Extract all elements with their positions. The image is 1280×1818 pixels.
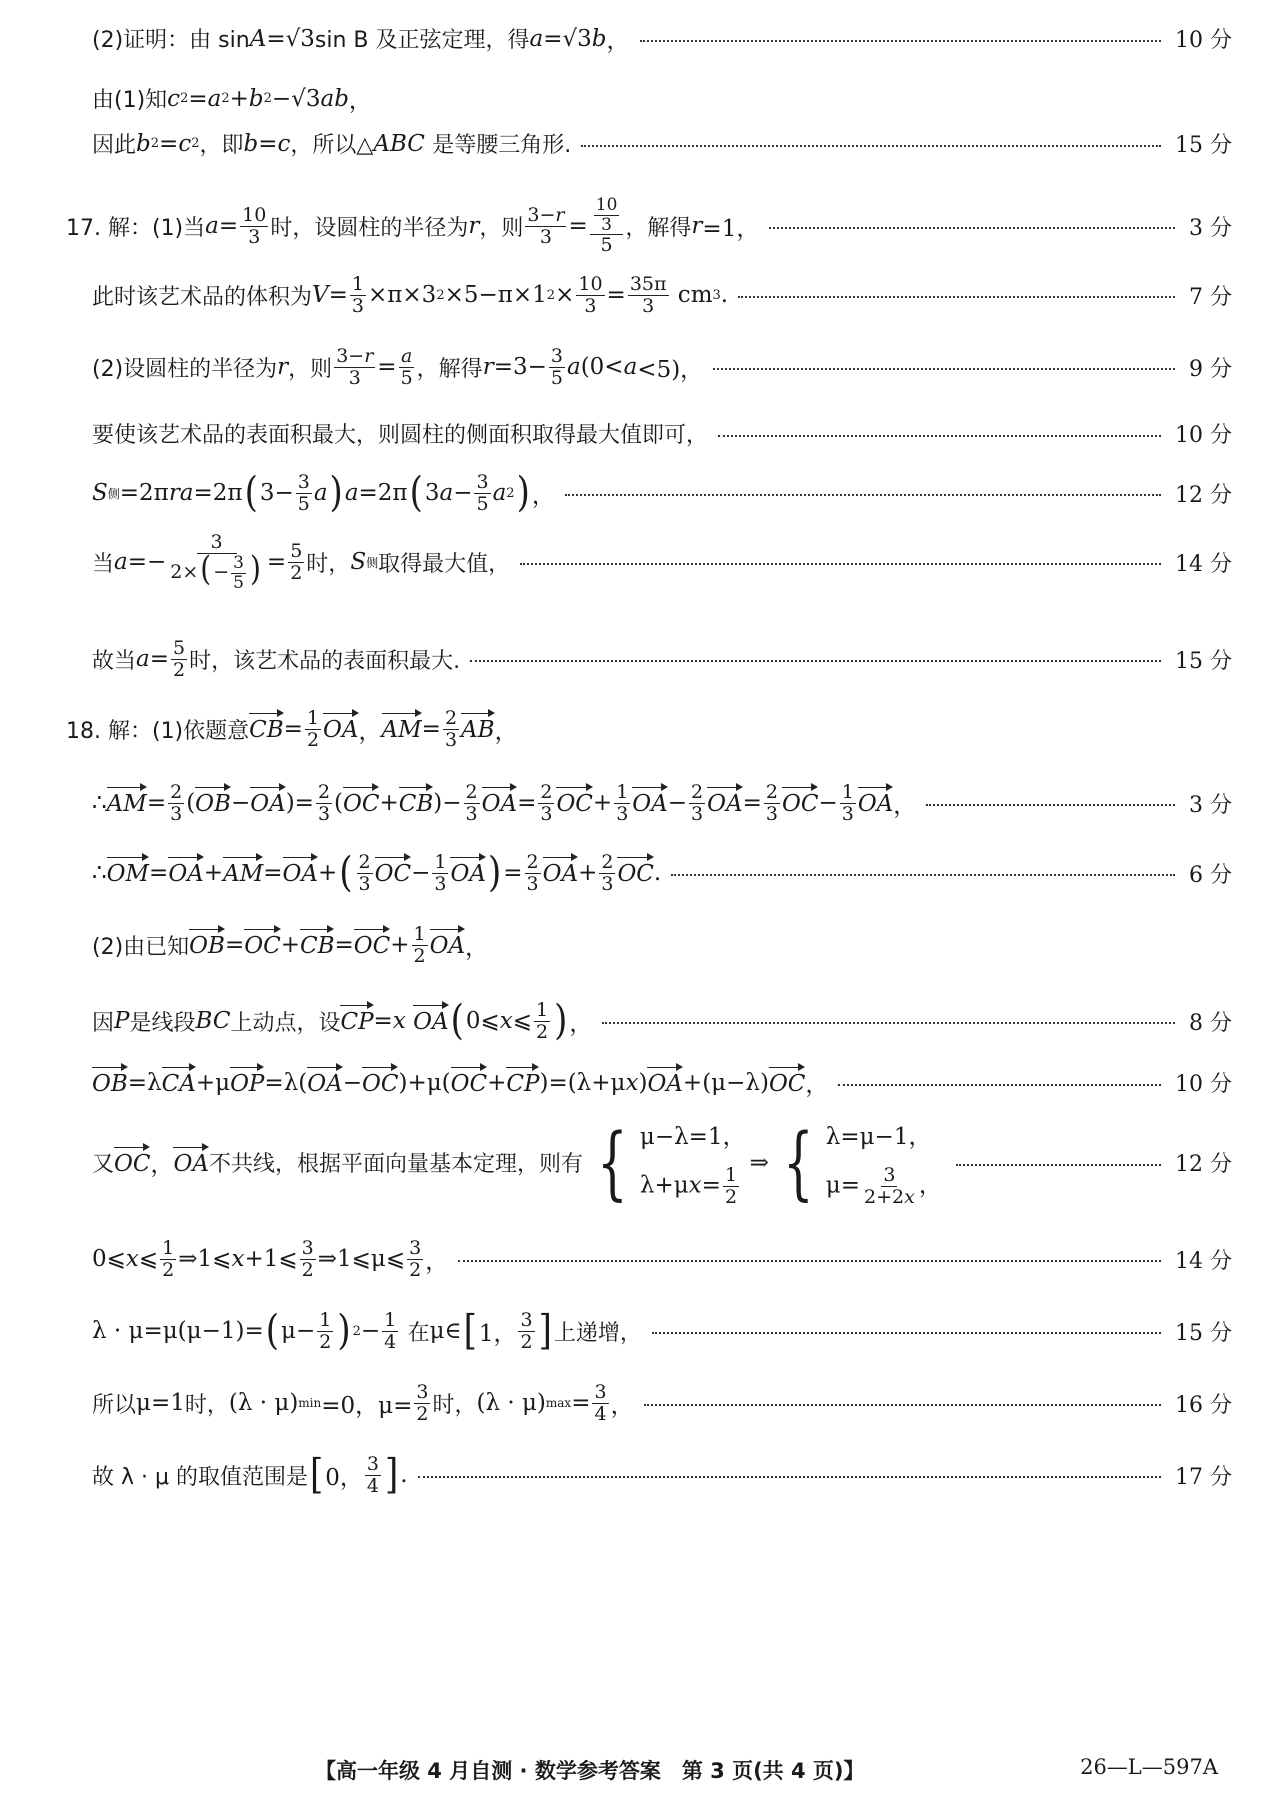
answer-line-18 xyxy=(92,1238,1232,1281)
text-segment: 时， xyxy=(306,551,351,577)
score-label: 10 分 xyxy=(1175,28,1232,53)
math-expression: ∴ OM = OA + AM = OA + ( $\frac{2}{3}$ OC − $\frac{1}{3}$ OA ) = $\frac{2}{3}$ OA + $\frac{2}{3}$ OC . xyxy=(92,849,662,898)
score-label: 9 分 xyxy=(1189,356,1232,382)
score-label: 14 分 xyxy=(1175,551,1232,577)
math-expression: (2)由已知 OB = OC + CB = OC + $\frac{1}{2}$ OA ， xyxy=(92,923,489,967)
dot-leader xyxy=(602,1022,1175,1024)
answer-line-7 xyxy=(92,418,1232,449)
text-segment: 所以 xyxy=(92,1392,137,1418)
math-symbol: A xyxy=(249,25,267,52)
math-expression: 故当 a = $\frac{5}{2}$ 时，该艺术品的表面积最大. xyxy=(92,637,461,681)
math-expression: 所以 μ=1 时， (λ · μ) min =0，μ= $\frac{3}{2}$ 时， (λ · μ) max = $\frac{3}{4}$ ， xyxy=(92,1381,634,1425)
text-segment: 上递增， xyxy=(553,1320,642,1346)
text-segment: 由(1)知 xyxy=(92,88,168,113)
dot-leader xyxy=(838,1084,1161,1086)
dot-leader xyxy=(671,874,1175,876)
score-label: 10 分 xyxy=(1175,1072,1232,1097)
score-label: 15 分 xyxy=(1175,1320,1232,1346)
math-expression: 由(1)知 c 2 = a 2 + b 2 −√3 ab ， xyxy=(92,82,372,115)
dot-leader xyxy=(652,1332,1161,1334)
equation-system: { λ=μ−1， μ= $\frac{3}{2+2x}$ ， xyxy=(783,1115,942,1209)
text-segment: 是等腰三角形. xyxy=(432,133,572,158)
text-segment: 故当 xyxy=(92,648,137,674)
answer-line-13 xyxy=(92,849,1232,898)
score-label: 8 分 xyxy=(1189,1010,1232,1036)
text-segment: ，则 xyxy=(288,356,333,382)
text-segment: (2)证明：由 sin xyxy=(92,28,250,53)
math-expression: 0⩽ x ⩽ $\frac{1}{2}$ ⇒1⩽ x +1⩽ $\frac{3}{2}$ ⇒1⩽μ⩽ $\frac{3}{2}$ ， xyxy=(92,1237,449,1281)
text-segment: 18. 解：(1)依题意 xyxy=(66,718,250,744)
math-expression: ∴ AM = $\frac{2}{3}$ ( OB − OA )= $\frac{2}{3}$ ( OC + CB )− $\frac{2}{3}$ OA = $\frac{2}{3}$ OC + $\frac{1}{3}$ OA − $\frac{2}{3}$ OA = $\frac{2}{3}$ OC − $\frac{1}{3}$ OA ， xyxy=(92,781,917,825)
answer-line-2 xyxy=(92,82,1232,115)
answer-line-14 xyxy=(92,924,1232,967)
score-label: 3 分 xyxy=(1189,215,1232,241)
text-segment: 当 xyxy=(92,551,115,577)
text-segment: 侧 xyxy=(366,555,379,570)
text-segment: sin B 及正弦定理，得 xyxy=(314,28,530,53)
footer-code: 26—L—597A xyxy=(1080,1755,1218,1779)
math-expression xyxy=(92,418,708,449)
dot-leader xyxy=(926,804,1175,806)
text-segment: ，解得 xyxy=(625,215,692,241)
answer-line-11 xyxy=(66,708,1232,751)
answer-line-8 xyxy=(92,469,1232,518)
text-segment: 上动点，设 xyxy=(230,1010,341,1036)
text-segment: 时， xyxy=(432,1392,477,1418)
text-segment: 17. 解：(1)当 xyxy=(66,215,206,241)
text-segment: ，即 xyxy=(199,133,244,158)
score-label: 17 分 xyxy=(1175,1464,1232,1490)
answer-line-17 xyxy=(92,1115,1232,1209)
text-segment: 要使该艺术品的表面积最大，则圆柱的侧面积取得最大值即可， xyxy=(92,423,709,448)
answer-line-19 xyxy=(92,1307,1232,1356)
dot-leader xyxy=(565,494,1161,496)
text-segment: (2)设圆柱的半径为 xyxy=(92,356,278,382)
math-expression: S 侧 =2π ra =2π ( 3− $\frac{3}{5}$ a ) a =2π ( 3 a − $\frac{3}{5}$ a 2 ) ， xyxy=(92,469,555,518)
text-segment: 是线段 xyxy=(129,1010,196,1036)
score-label: 6 分 xyxy=(1189,862,1232,888)
dot-leader xyxy=(470,660,1161,662)
dot-leader xyxy=(738,296,1175,298)
text-segment: 故 λ · μ 的取值范围是 xyxy=(92,1464,308,1490)
text-segment: (2)由已知 xyxy=(92,934,190,960)
math-expression: 又 OC ， OA 不共线，根据平面向量基本定理，则有 { μ−λ=1， λ+μx= $\frac{1}{2}$ ⇒ { λ=μ−1， μ= $\frac{3}{2+2x}$ ， xyxy=(92,1115,942,1209)
answer-line-6 xyxy=(92,346,1232,389)
math-expression: 此时该艺术品的体积为 V = $\frac{1}{3}$ ×π×3 2 ×5−π×1 2 × $\frac{10}{3}$ = $\frac{35\pi}{3}$ cm 3 . xyxy=(92,273,729,317)
answer-line-3 xyxy=(92,128,1232,159)
dot-leader xyxy=(458,1260,1161,1262)
dot-leader xyxy=(713,368,1175,370)
dot-leader xyxy=(718,435,1161,437)
dot-leader xyxy=(956,1164,1161,1166)
math-expression: 17. 解：(1)当 a = $\frac{10}{3}$ 时，设圆柱的半径为 r ，则 $\frac{3-r}{3}$ = $\frac{\frac{10}{3}}{5}$ ，解得 r =1， xyxy=(66,195,760,257)
footer-title: 【高一年级 4 月自测 · 数学参考答案 第 3 页(共 4 页)】 xyxy=(315,1759,865,1783)
math-expression: (2)证明：由 sin A =√3 sin B 及正弦定理，得 a =√3 b ， xyxy=(92,22,630,55)
score-label: 14 分 xyxy=(1175,1248,1232,1274)
dot-leader xyxy=(520,563,1161,565)
answer-line-10 xyxy=(92,638,1232,681)
math-expression: (2)设圆柱的半径为 r ，则 $\frac{3-r}{3}$ = $\frac{a}{5}$ ，解得 r =3− $\frac{3}{5}$ a (0< a <5)， xyxy=(92,345,704,389)
math-expression: λ · μ=μ(μ−1)= ( μ− $\frac{1}{2}$ ) 2 − $\frac{1}{4}$ 在 μ∈ [ 1， $\frac{3}{2}$ ] 上递增， xyxy=(92,1307,642,1356)
answer-line-15 xyxy=(92,997,1232,1046)
text-segment: ，所以△ xyxy=(290,133,374,158)
dot-leader xyxy=(769,227,1175,229)
answer-line-16 xyxy=(92,1066,1232,1099)
score-label: 15 分 xyxy=(1175,648,1232,674)
answer-line-9 xyxy=(92,532,1232,592)
text-segment: ，解得 xyxy=(416,356,483,382)
text-segment: 时，设圆柱的半径为 xyxy=(270,215,469,241)
text-segment: 不共线，根据平面向量基本定理，则有 xyxy=(208,1152,583,1178)
score-label: 15 分 xyxy=(1175,133,1232,158)
dot-leader xyxy=(644,1404,1161,1406)
score-label: 12 分 xyxy=(1175,1152,1232,1178)
text-segment: ，则 xyxy=(479,215,524,241)
text-segment: 此时该艺术品的体积为 xyxy=(92,284,313,310)
math-expression: OB =λ CA +μ OP =λ( OA − OC )+μ( OC + CP )=(λ+μ x ) OA +(μ−λ) OC ， xyxy=(92,1069,829,1098)
math-symbol: b xyxy=(591,25,607,52)
answer-line-21 xyxy=(92,1451,1232,1500)
dot-leader xyxy=(581,145,1161,147)
answer-line-4 xyxy=(66,196,1232,256)
math-expression: 故 λ · μ 的取值范围是 [ 0， $\frac{3}{4}$ ] . xyxy=(92,1451,408,1500)
equation-system: { μ−λ=1， λ+μx= $\frac{1}{2}$ xyxy=(597,1115,746,1209)
answer-line-5 xyxy=(92,274,1232,317)
score-label: 12 分 xyxy=(1175,482,1232,508)
text-segment: 取得最大值， xyxy=(378,551,511,577)
math-symbol: a xyxy=(529,25,544,52)
text-segment: 时， xyxy=(184,1392,229,1418)
math-expression: 18. 解：(1)依题意 CB = $\frac{1}{2}$ OA ， AM = $\frac{2}{3}$ AB ， xyxy=(66,707,518,751)
answer-line-1 xyxy=(92,22,1232,55)
text-segment: 因 xyxy=(92,1010,115,1036)
dot-leader xyxy=(418,1476,1161,1478)
score-label: 16 分 xyxy=(1175,1392,1232,1418)
score-label: 3 分 xyxy=(1189,792,1232,818)
text-segment: 因此 xyxy=(92,133,137,158)
score-label: 10 分 xyxy=(1175,423,1232,448)
answer-line-12 xyxy=(92,782,1232,825)
dot-leader xyxy=(640,40,1162,42)
math-expression: 因此 b 2 = c 2 ，即 b = c ，所以△ ABC 是等腰三角形. xyxy=(92,128,571,159)
text-segment: 又 xyxy=(92,1152,115,1178)
score-label: 7 分 xyxy=(1189,284,1232,310)
answer-line-20 xyxy=(92,1382,1232,1425)
math-expression: 因 P 是线段 BC 上动点，设 CP = x OA ( 0⩽ x ⩽ $\frac{1}{2}$ ) ， xyxy=(92,997,593,1046)
text-segment: 时，该艺术品的表面积最大. xyxy=(189,648,461,674)
text-segment: 侧 xyxy=(107,486,120,501)
math-expression: 当 a =− 3 2×( − $\frac{3}{5}$ ) = $\frac{5}{2}$ 时， S 侧 取得最大值， xyxy=(92,531,511,593)
